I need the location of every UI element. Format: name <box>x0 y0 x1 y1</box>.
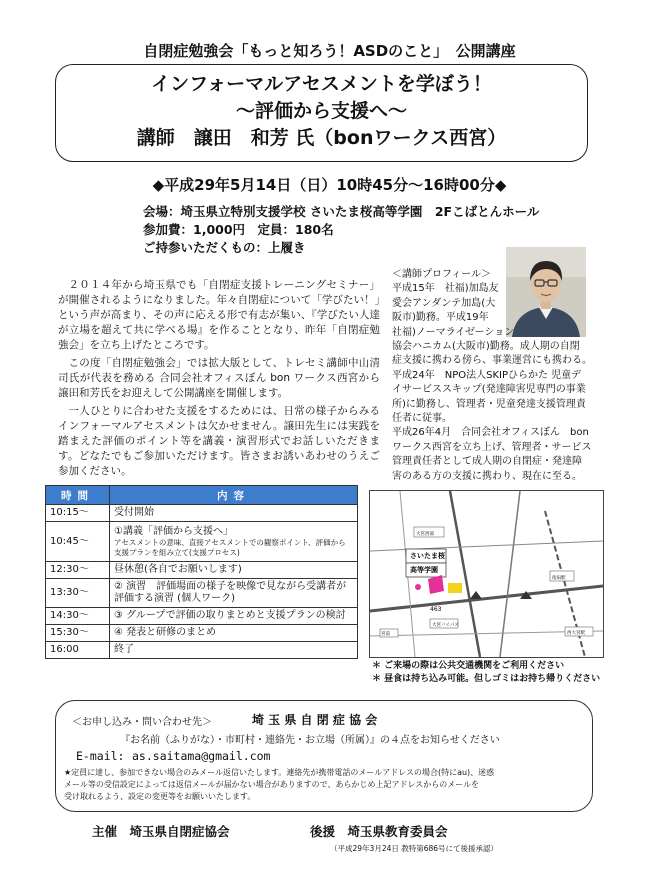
map-label: 宮前 <box>381 632 390 637</box>
venue-info <box>143 203 539 257</box>
profile-line: 阪市)勤務。平成19年 <box>392 312 489 324</box>
contact-box <box>55 700 593 812</box>
schedule-table <box>45 485 358 659</box>
schedule-row <box>46 608 358 625</box>
schedule-row <box>46 642 358 659</box>
schedule-time: 10:45～ <box>46 522 110 562</box>
schedule-header-time: 時間 <box>46 486 110 505</box>
lecturer-line: 講師 譲田 和芳 氏（bonワークス西宮） <box>136 127 507 149</box>
map-label: 大宮西部 <box>416 532 434 537</box>
schedule-content <box>110 562 358 579</box>
schedule-time: 14:30～ <box>46 608 110 625</box>
profile-line: 害のある方の支援に携わり、現在に至る。 <box>392 470 582 482</box>
profile-line: 任者に従事。 <box>392 413 452 425</box>
schedule-row <box>46 579 358 608</box>
event-date: ◆平成29年5月14日（日）10時45分～16時00分◆ <box>152 176 507 194</box>
schedule-subtext: アセスメントの意味、直接アセスメントでの観察ポイント、評価から支援プランを組み立て(支援プロセス) <box>114 537 346 557</box>
venue-bring: ご持参いただくもの：上履き <box>143 240 306 255</box>
schedule-content <box>110 522 358 562</box>
schedule-time: 12:30～ <box>46 562 110 579</box>
contact-note: 受け取れるよう、設定の変更等をお願いいたします。 <box>64 792 256 801</box>
series-title: 自閉症勉強会「もっと知ろう！ASDのこと」 公開講座 <box>143 42 516 60</box>
subtitle: ～評価から支援へ～ <box>235 100 407 122</box>
schedule-time: 16:00 <box>46 642 110 659</box>
map-note: ＊ ご来場の際は公共交通機関をご利用ください <box>372 661 565 671</box>
schedule-row <box>46 522 358 562</box>
venue-fee: 参加費：1,000円 定員：180名 <box>143 222 334 237</box>
map-notes <box>372 660 600 686</box>
map-note: ＊ 昼食は持ち込み可能。但しゴミはお持ち帰りください <box>372 674 601 684</box>
intro-paragraph: ２０１４年から埼玉県でも「自閉症支援トレーニングセミナー」が開催されるようになりました。年々自閉症について「学びたい！」という声が高まり、その声に応える形で有志が集い、『学びたい人達が立場を超えて共に学べる場』を作ることとなり、昨年「自閉症勉強会」を立ち上げたところです。 <box>58 279 380 351</box>
schedule-content-text: ④ 発表と研修のまとめ <box>114 627 217 638</box>
schedule-content-text: 昼休憩(各自でお願いします) <box>114 564 242 575</box>
schedule-row <box>46 625 358 642</box>
access-map <box>369 490 604 658</box>
schedule-content <box>110 608 358 625</box>
schedule-content <box>110 579 358 608</box>
contact-heading: ＜お申し込み・問い合わせ先＞ <box>72 717 212 728</box>
organizer: 主催 埼玉県自閉症協会 <box>92 824 230 839</box>
schedule-content <box>110 505 358 522</box>
map-label: 西大宮駅 <box>567 631 585 636</box>
profile-line: 管理責任者として成人期の自閉症・発達障 <box>392 456 582 468</box>
contact-note: ★定員に達し、参加できない場合のみメール返信いたします。連絡先が携帯電話のメールアドレスの場合(特にau)、迷惑 <box>64 768 495 777</box>
venue-place: 会場：埼玉県立特別支援学校 さいたま桜高等学園 2Fこばとんホール <box>143 204 540 219</box>
email-label: E-mail: <box>76 749 125 763</box>
contact-note: メール等の受信設定によっては返信メールが届かない場合がありますので、あらかじめ上記アドレスからのメールを <box>64 780 480 789</box>
title-box <box>55 64 588 162</box>
intro-paragraph: この度「自閉症勉強会」では拡大版として、トレセミ講師中山清司氏が代表を務める 合同会社オフィスぼん bon ワークス西宮から譲田和芳氏をお迎えして公開講座を開催します。 <box>58 357 380 399</box>
schedule-row <box>46 562 358 579</box>
profile-line: 社福)ノーマライゼーション <box>392 326 515 338</box>
contact-org: 埼 玉 県 自 閉 症 協 会 <box>252 713 378 727</box>
schedule-content-text: ② 演習 評価場面の様子を映像で見ながら受講者が評価する演習 (個人ワーク) <box>114 581 347 604</box>
profile-heading: ＜講師プロフィール＞ <box>392 269 491 280</box>
profile-line: 愛会アンダンテ加島(大 <box>392 297 496 309</box>
profile-line: イサービススキップ(発達障害児専門の事業 <box>392 384 586 396</box>
schedule-time: 13:30～ <box>46 579 110 608</box>
profile-line: ワークス西宮を立ち上げ、管理者・サービス <box>392 441 592 453</box>
contact-request: 『お名前（ふりがな）・市町村・連絡先・お立場（所属）』の４点をお知らせください <box>120 735 500 746</box>
schedule-content <box>110 642 358 659</box>
supporter: 後援 埼玉県教育委員会 <box>310 824 448 839</box>
profile-line: 所)に勤務し、管理者・児童発達支援管理責 <box>392 398 586 410</box>
schedule-content-text: 終了 <box>114 644 134 655</box>
map-label: 大宮バイパス <box>432 623 459 628</box>
map-school-label: さいたま桜 <box>410 552 445 560</box>
schedule-time: 10:15～ <box>46 505 110 522</box>
intro-text <box>58 278 380 482</box>
profile-line: 平成24年 NPO法人SKIPひらかた 児童デ <box>392 369 582 381</box>
schedule-time: 15:30～ <box>46 625 110 642</box>
map-label: 指扇駅 <box>552 576 566 581</box>
profile-line: 平成15年 社福)加島友 <box>392 283 499 295</box>
map-route-label: 463 <box>430 606 442 613</box>
supporter-note: （平成29年3月24日 教特第686号にて後援承認） <box>330 844 499 853</box>
lecturer-profile <box>392 268 592 484</box>
profile-line: 平成26年4月 合同会社オフィスぼん bon <box>392 427 589 439</box>
schedule-content-text: ①講義「評価から支援へ」 <box>114 525 233 537</box>
main-title: インフォーマルアセスメントを学ぼう！ <box>151 73 492 95</box>
schedule-content <box>110 625 358 642</box>
schedule-content-text: ③ グループで評価の取りまとめと支援プランの検討 <box>114 610 346 621</box>
profile-line: 症支援に携わる傍ら、事業運営にも携わる。 <box>392 355 592 367</box>
email-link[interactable]: as.saitama@gmail.com <box>132 749 271 763</box>
schedule-content-text: 受付開始 <box>114 507 154 518</box>
schedule-header-content: 内容 <box>110 486 358 505</box>
profile-lines <box>392 282 592 484</box>
intro-paragraph: 一人ひとりに合わせた支援をするためには、日常の様子からみるインフォーマルアセスメントは欠かせません。譲田先生には実践を踏まえた評価のポイント等を講義・演習形式でお話しいただきます。どなたでもご参加いただけます。皆さまお誘いあわせのうえご参加ください。 <box>58 405 380 477</box>
map-school-label: 高等学園 <box>410 566 438 574</box>
profile-line: 協会ハニカム(大阪市)勤務。成人期の自閉 <box>392 341 580 353</box>
schedule-row <box>46 505 358 522</box>
